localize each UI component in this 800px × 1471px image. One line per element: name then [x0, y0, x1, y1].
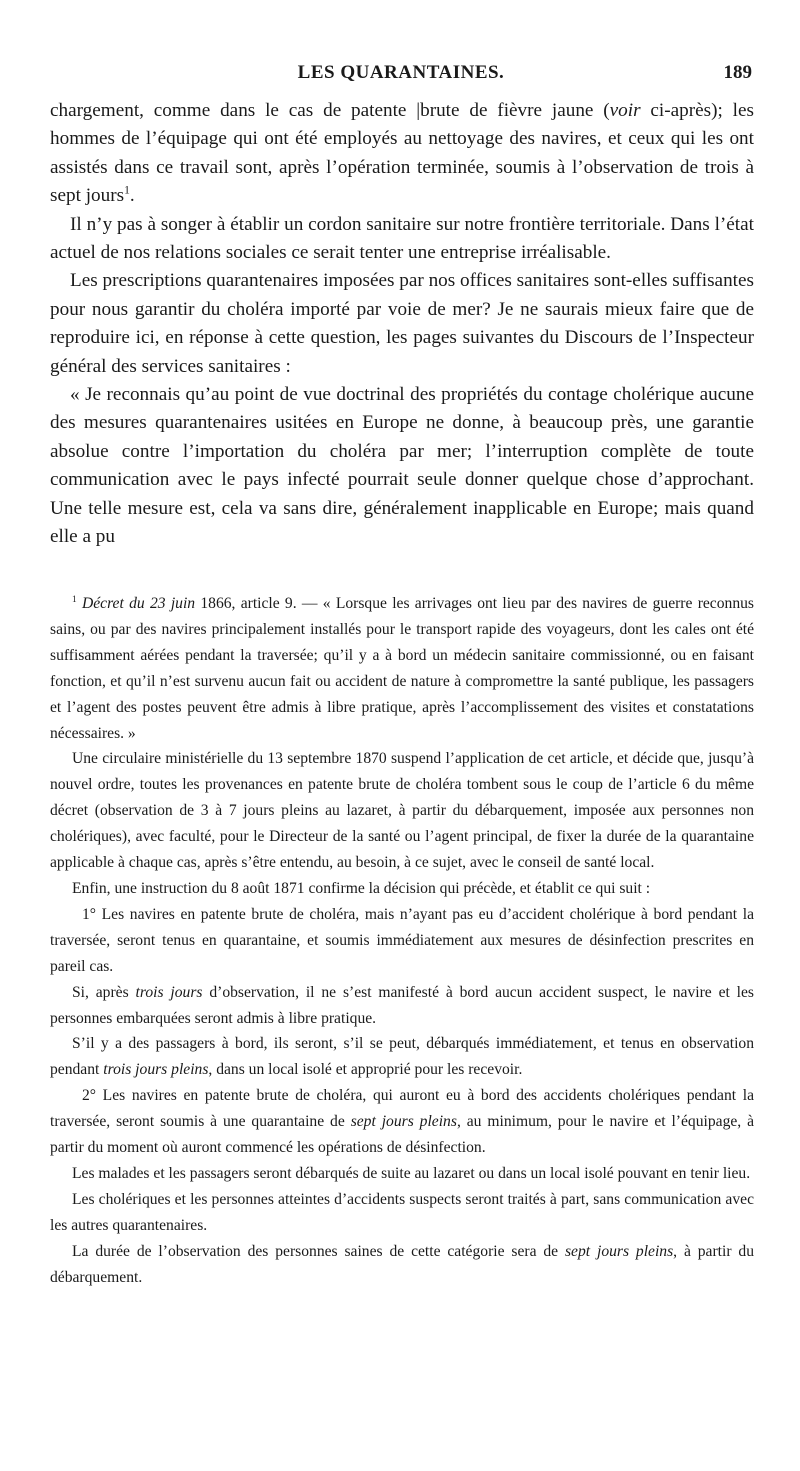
footnote-paragraph-7 — [50, 1083, 754, 1161]
footnote-paragraph-1 — [50, 591, 754, 746]
text-run: . — [129, 185, 135, 207]
footnote-paragraph-10 — [50, 1239, 754, 1291]
text-run: 1° Les navires en patente brute de choléra, mais n’ayant pas eu d’accident cholérique à bord pendant la traversée, seront tenus en quarantaine, et soumis immédiatement aux mesures de désinfection prescrites en pareil cas. — [50, 905, 754, 975]
text-run: ci-après); les hommes de l’équipage qui ont été employés au nettoyage des navires, et ceux qui les ont assistés dans ce travail sont, après l’opération terminée, soumis à l’observation de trois à sept jours — [50, 100, 754, 207]
text-run: , dans un local isolé et approprié pour les recevoir. — [208, 1061, 523, 1079]
main-body-text — [50, 97, 754, 552]
page-header — [50, 62, 752, 92]
text-run: 1866, article 9. — « Lorsque les arrivages ont lieu par des navires de guerre reconnus sains, ou par des navires principalement installés pour le transport rapide des voyageurs, dont les cales ont été suffisamment aérées pendant la traversée; qu’il y a à bord un médecin sanitaire commissionné, ou en faisant fonction, et qu’il n’est survenu aucun fait ou accident de nature à compromettre la santé publique, les passagers et l’agent des postes peuvent être admis à libre pratique, après l’accomplissement des visites et constatations nécessaires. » — [50, 595, 754, 742]
body-paragraph-4 — [50, 381, 754, 551]
text-run: S’il y a des passagers à bord, ils seront, s’il se peut, débarqués immédiatement, et tenus en observation pendant — [50, 1035, 754, 1079]
text-run: , au minimum, pour le navire et l’équipage, à partir du moment où auront commencé les opérations de désinfection. — [50, 1113, 755, 1157]
italic-text: Décret du 23 juin — [81, 595, 196, 612]
text-run: , à partir du débarquement. — [50, 1242, 754, 1286]
footnote-paragraph-5 — [50, 980, 754, 1032]
footnote-paragraph-4 — [50, 902, 754, 980]
italic-text: sept jours pleins — [564, 1242, 674, 1260]
text-run: 2° Les navires en patente brute de choléra, qui auront eu à bord des accidents cholériques pendant la traversée, seront soumis à une quarantaine de — [50, 1087, 754, 1131]
text-run: Si, après — [72, 983, 136, 1001]
body-paragraph-2 — [50, 211, 754, 268]
page-number: 189 — [723, 62, 752, 83]
footnote-paragraph-3 — [50, 876, 754, 902]
footnote-paragraph-6 — [50, 1031, 754, 1083]
body-paragraph-1 — [50, 97, 754, 211]
italic-text: trois jours pleins — [103, 1061, 209, 1079]
text-run: Une circulaire ministérielle du 13 septembre 1870 suspend l’application de cet article, et décide que, jusqu’à nouvel ordre, toutes les provenances en patente brute de choléra tombent sous le coup de l’article 6 du même décret (observation de 3 à 7 jours pleins au lazaret, à partir du débarquement, imposée aux personnes non cholériques), avec faculté, pour le Directeur de la santé ou l’agent principal, de fixer la durée de la quarantaine applicable à chaque cas, après s’être entendu, au besoin, à ce sujet, avec le conseil de santé local. — [50, 750, 754, 872]
footnote-paragraph-8 — [50, 1161, 754, 1187]
footnote-marker: 1 — [124, 184, 130, 197]
text-run: La durée de l’observation des personnes saines de cette catégorie sera de — [72, 1242, 565, 1260]
text-run: d’observation, il ne s’est manifesté à bord aucun accident suspect, le navire et les personnes embarquées seront admis à libre pratique. — [50, 983, 754, 1027]
footnotes — [50, 591, 754, 1290]
text-run: Les malades et les passagers seront débarqués de suite au lazaret ou dans un local isolé pouvant en tenir lieu. — [72, 1164, 751, 1182]
text-run: Enfin, une instruction du 8 août 1871 confirme la décision qui précède, et établit ce qui suit : — [72, 879, 651, 897]
text-run: Les cholériques et les personnes atteintes d’accidents suspects seront traités à part, sans communication avec les autres quarantenaires. — [50, 1190, 754, 1234]
running-title: LES QUARANTAINES. — [297, 62, 505, 83]
footnote-marker: 1 — [72, 594, 77, 605]
text-run: chargement, comme dans le cas de patente |brute de fièvre jaune ( — [50, 100, 610, 121]
italic-text: voir — [609, 100, 641, 121]
footnote-paragraph-9 — [50, 1187, 754, 1239]
text-run: Il n’y pas à songer à établir un cordon sanitaire sur notre frontière territoriale. Dans l’état actuel de nos relations sociales ce serait tenter une entreprise irréalisable. — [50, 213, 754, 264]
text-run: « Je reconnais qu’au point de vue doctrinal des propriétés du contage cholérique aucune des mesures quarantenaires usitées en Europe ne donne, à beaucoup près, une garantie absolue contre l’importation du choléra par mer; l’interruption complète de toute communication avec le pays infecté pourrait seule donner quelque chose d’approchant. Une telle mesure est, cela va sans dire, généralement inapplicable en Europe; mais quand elle a pu — [50, 384, 754, 548]
footnote-paragraph-2 — [50, 746, 754, 876]
body-paragraph-3 — [50, 267, 754, 381]
italic-text: trois jours — [135, 983, 203, 1001]
italic-text: sept jours pleins — [350, 1113, 457, 1131]
text-run: Les prescriptions quarantenaires imposées par nos offices sanitaires sont-elles suffisantes pour nous garantir du choléra importé par voie de mer? Je ne saurais mieux faire que de reproduire ici, en réponse à cette question, les pages suivantes du Discours de l’Inspecteur général des services sanitaires : — [50, 270, 754, 377]
